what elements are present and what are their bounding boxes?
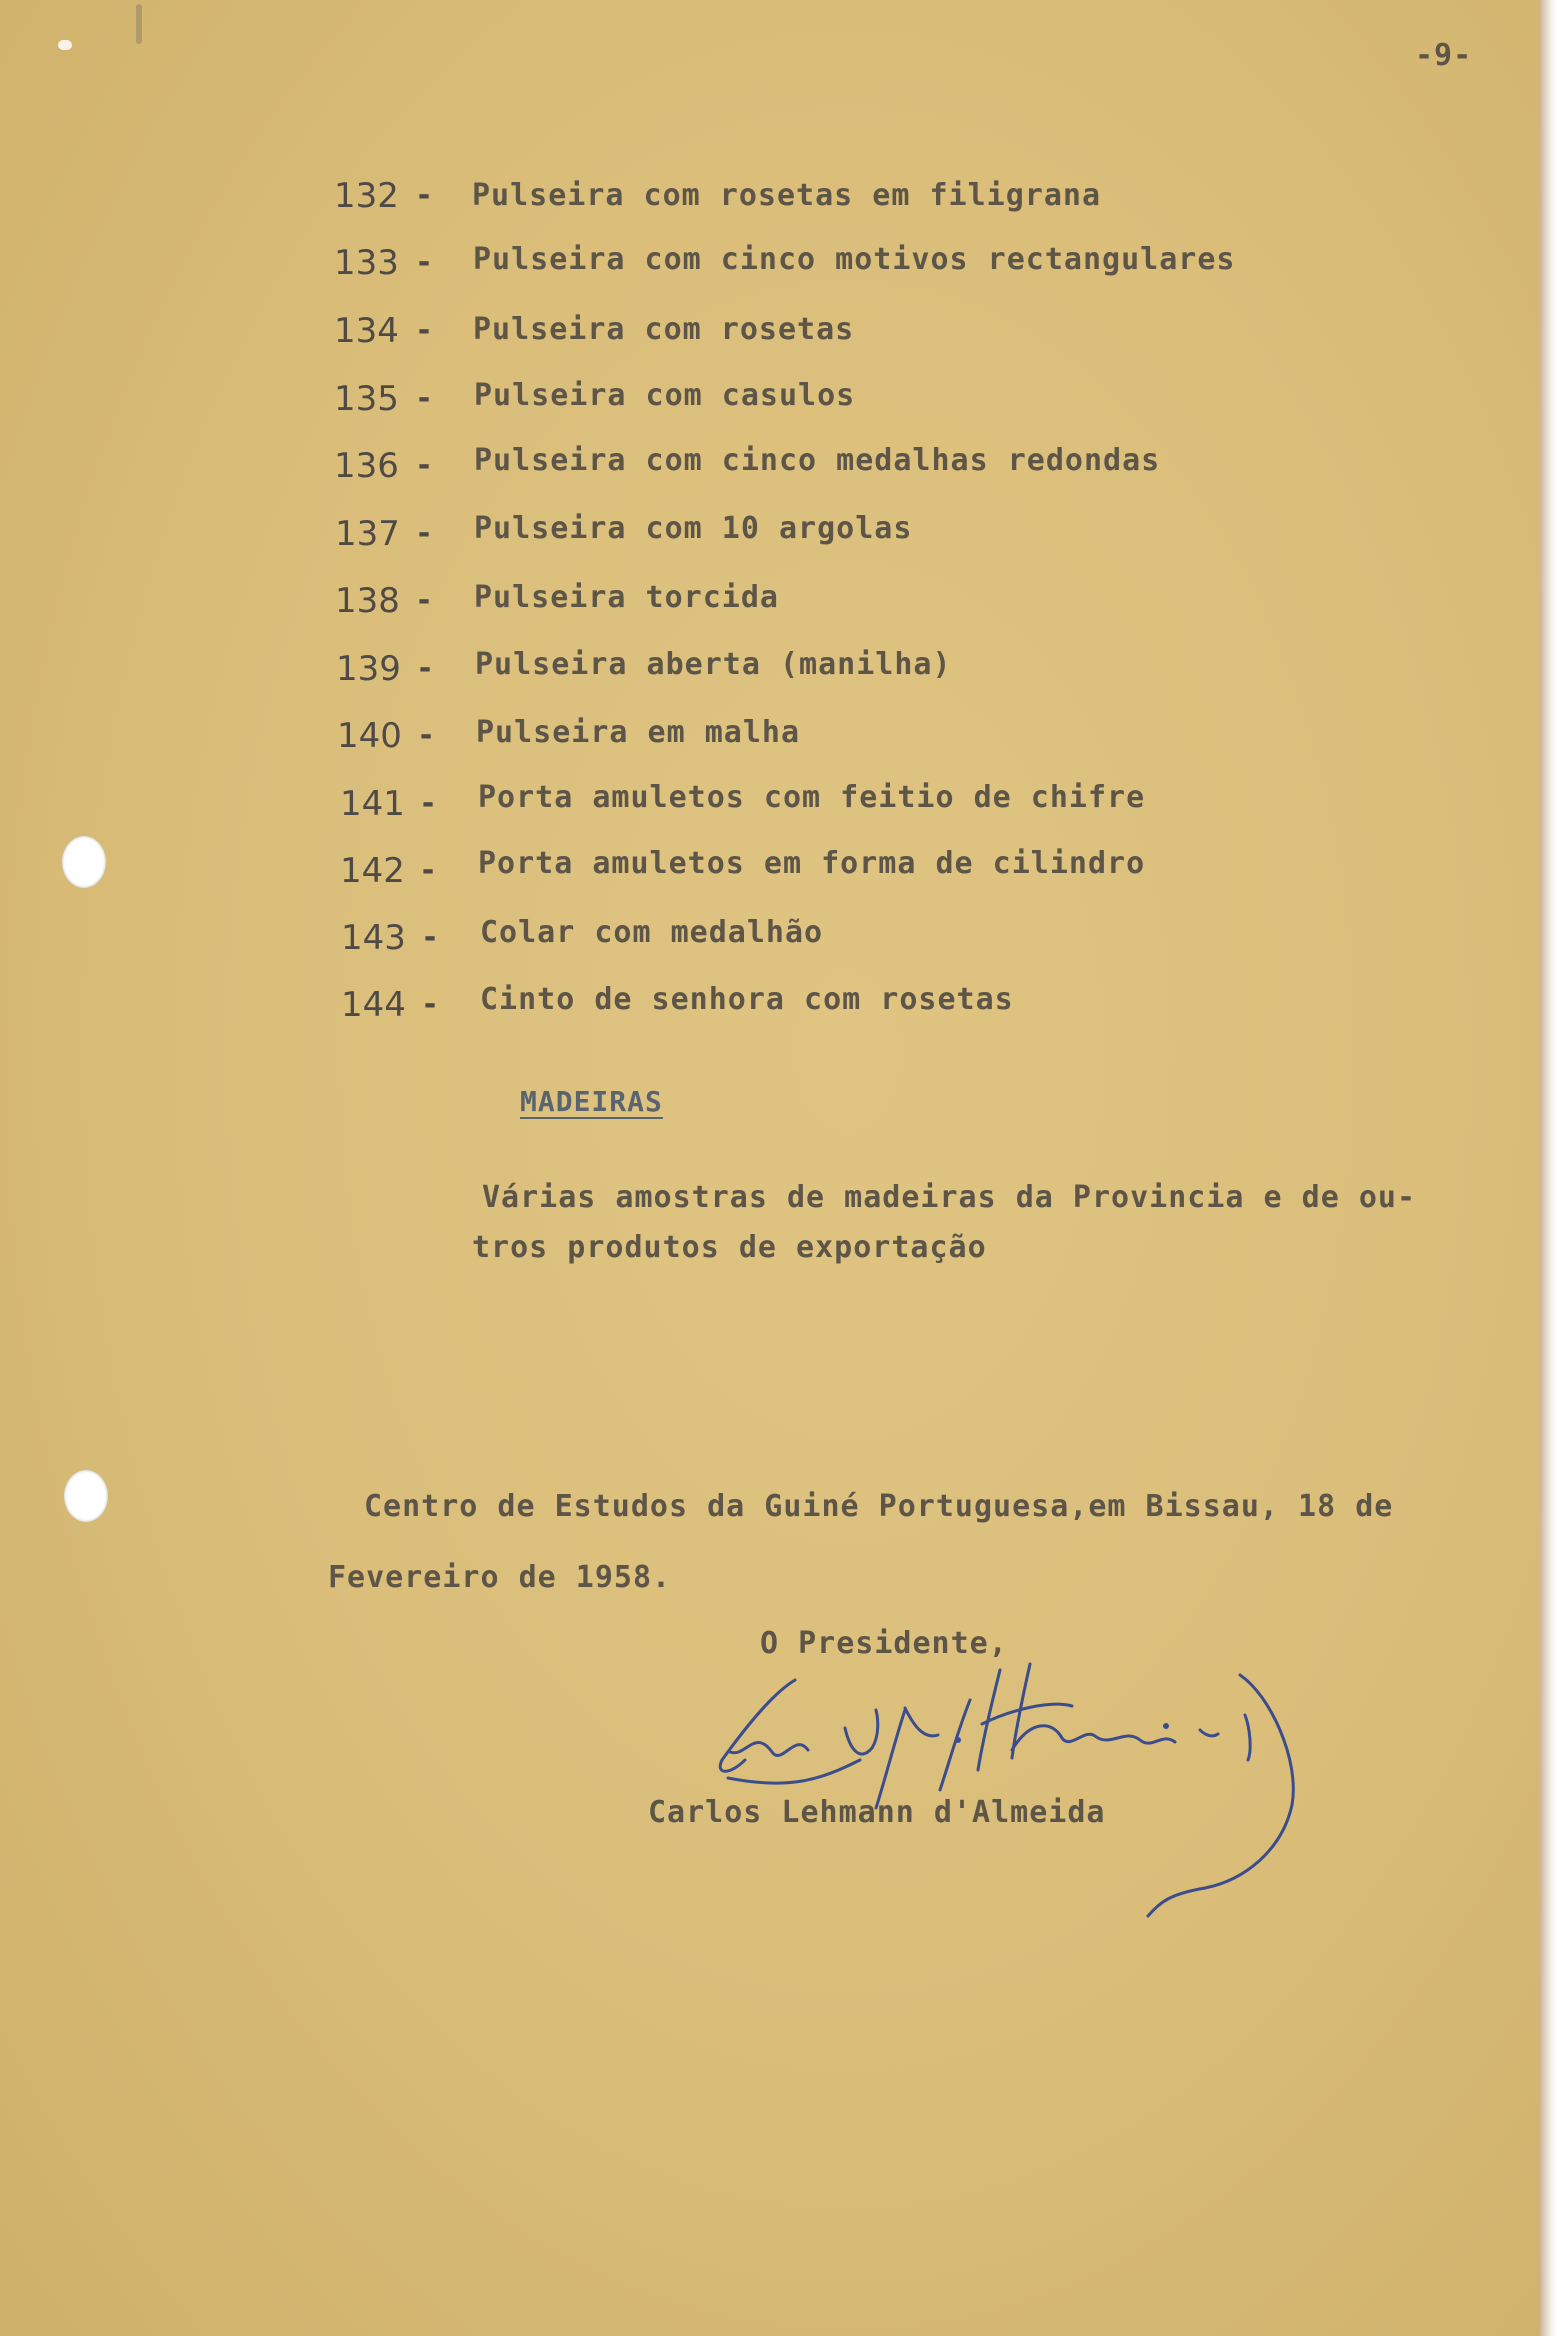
item-number: 135 <box>334 379 399 419</box>
item-dash: - <box>415 381 434 416</box>
page-edge <box>1540 0 1557 2336</box>
item-text: Pulseira com casulos <box>474 378 856 413</box>
item-dash: - <box>415 178 434 213</box>
closing-place-date: Fevereiro de 1958. <box>328 1560 672 1595</box>
item-text: Pulseira em malha <box>476 715 801 750</box>
item-number: 132 <box>334 176 399 216</box>
item-number: 143 <box>341 918 406 958</box>
closing-place-date: Centro de Estudos da Guiné Portuguesa,em Bissau, 18 de <box>364 1489 1394 1524</box>
item-dash: - <box>421 920 440 955</box>
item-text: Porta amuletos com feitio de chifre <box>478 780 1146 815</box>
item-dash: - <box>416 651 435 686</box>
item-number: 142 <box>340 851 405 891</box>
item-dash: - <box>415 583 434 618</box>
signatory-name: Carlos Lehmann d'Almeida <box>648 1795 1106 1830</box>
handwritten-signature <box>700 1640 1420 1920</box>
item-dash: - <box>421 987 440 1022</box>
torn-corner <box>58 40 72 50</box>
punch-hole-top <box>62 836 106 888</box>
item-number: 138 <box>335 581 400 621</box>
item-text: Pulseira com rosetas em filigrana <box>472 178 1102 213</box>
item-text: Pulseira com cinco medalhas redondas <box>474 443 1161 478</box>
item-dash: - <box>419 786 438 821</box>
item-text: Pulseira com 10 argolas <box>474 511 913 546</box>
item-text: Pulseira torcida <box>474 580 779 615</box>
item-number: 136 <box>334 446 399 486</box>
section-heading: MADEIRAS <box>520 1085 663 1118</box>
item-dash: - <box>415 313 434 348</box>
item-number: 144 <box>341 985 406 1025</box>
item-text: Pulseira com rosetas <box>473 312 855 347</box>
item-number: 137 <box>335 514 400 554</box>
item-text: Colar com medalhão <box>480 915 824 950</box>
item-number: 139 <box>336 649 401 689</box>
item-text: Cinto de senhora com rosetas <box>480 982 1014 1017</box>
item-number: 133 <box>334 243 399 283</box>
item-text: Porta amuletos em forma de cilindro <box>478 846 1146 881</box>
item-number: 140 <box>337 716 402 756</box>
item-dash: - <box>415 245 434 280</box>
item-number: 134 <box>334 311 399 351</box>
item-dash: - <box>419 853 438 888</box>
item-dash: - <box>415 516 434 551</box>
signatory-title: O Presidente, <box>760 1626 1008 1661</box>
section-body-line: tros produtos de exportação <box>472 1230 987 1265</box>
item-text: Pulseira aberta (manilha) <box>475 647 952 682</box>
punch-hole-bottom <box>64 1470 108 1522</box>
item-dash: - <box>415 448 434 483</box>
page-number: -9- <box>1415 38 1473 73</box>
section-body-line: Várias amostras de madeiras da Provincia e de ou- <box>482 1180 1417 1215</box>
item-number: 141 <box>340 784 405 824</box>
item-dash: - <box>417 718 436 753</box>
item-text: Pulseira com cinco motivos rectangulares <box>473 242 1236 277</box>
torn-corner <box>136 4 142 44</box>
